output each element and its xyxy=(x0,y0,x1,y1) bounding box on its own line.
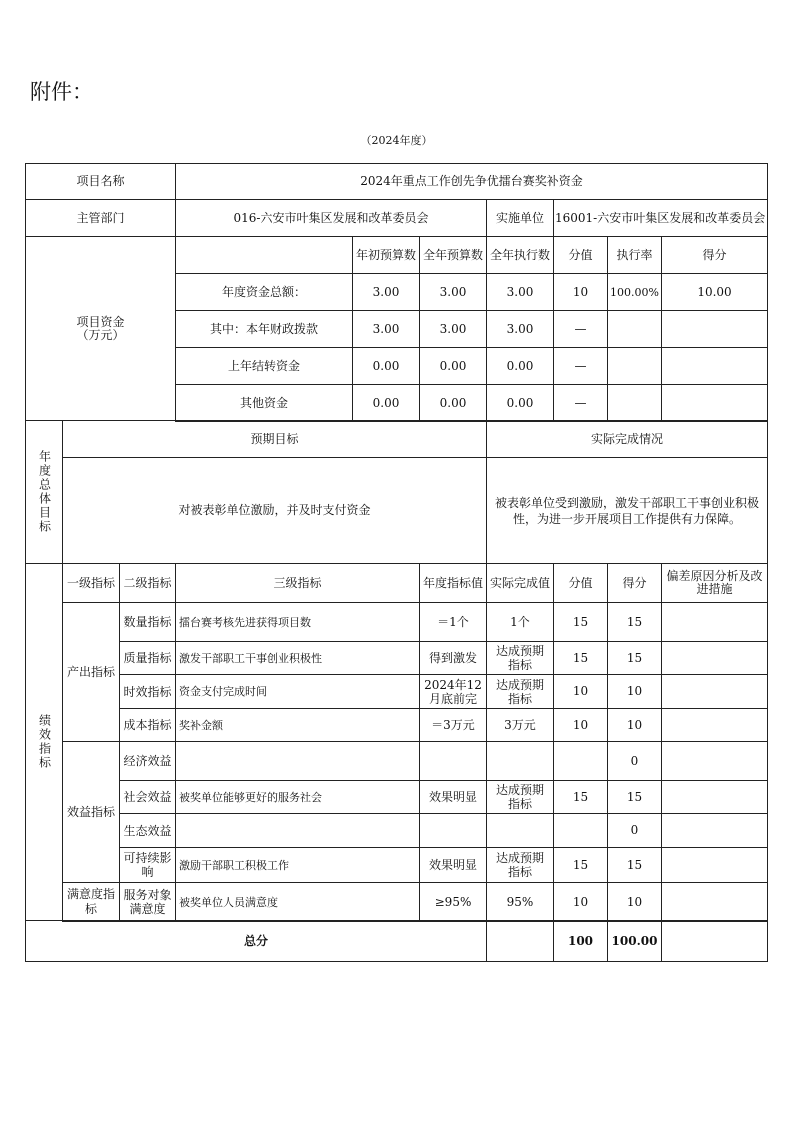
indicator-weight: 15 xyxy=(553,641,608,675)
indicator-weight: 15 xyxy=(553,780,608,814)
indicator-level2: 服务对象满意度 xyxy=(119,882,176,922)
goals-expected: 对被表彰单位激励，并及时支付资金 xyxy=(62,457,487,564)
indicator-level2: 成本指标 xyxy=(119,708,176,742)
indicator-header-note: 偏差原因分析及改进措施 xyxy=(661,563,768,603)
funds-row-label: 年度资金总额： xyxy=(175,273,353,311)
indicator-level2: 可持续影响 xyxy=(119,847,176,883)
indicator-score: 15 xyxy=(607,847,662,883)
indicator-score: 15 xyxy=(607,641,662,675)
funds-row-initial: 0.00 xyxy=(352,347,420,385)
indicator-weight xyxy=(553,813,608,848)
indicator-level2: 经济效益 xyxy=(119,741,176,781)
indicator-score: 10 xyxy=(607,708,662,742)
indicator-actual: 3万元 xyxy=(486,708,554,742)
funds-row-rate xyxy=(607,384,662,422)
indicator-score: 15 xyxy=(607,780,662,814)
indicator-header-level3: 三级指标 xyxy=(175,563,420,603)
indicator-header-target: 年度指标值 xyxy=(419,563,487,603)
indicator-note xyxy=(661,602,768,642)
funds-row-score xyxy=(661,310,768,348)
total-weight: 100 xyxy=(553,920,608,962)
indicator-weight: 10 xyxy=(553,882,608,922)
indicator-actual: 95% xyxy=(486,882,554,922)
indicator-target xyxy=(419,813,487,848)
indicator-target xyxy=(419,741,487,781)
funds-header-weight: 分值 xyxy=(553,236,608,274)
total-score: 100.00 xyxy=(607,920,662,962)
indicator-level3: 被奖单位能够更好的服务社会 xyxy=(175,780,420,814)
indicator-level1: 满意度指标 xyxy=(62,882,120,922)
indicator-note xyxy=(661,847,768,883)
indicator-score: 10 xyxy=(607,674,662,709)
total-note xyxy=(661,920,768,962)
funds-row-executed: 0.00 xyxy=(486,384,554,422)
indicator-target: 2024年12月底前完 xyxy=(419,674,487,709)
indicator-weight: 15 xyxy=(553,602,608,642)
total-label: 总分 xyxy=(25,920,487,962)
goals-label-text: 年度总体目标 xyxy=(37,450,52,534)
indicator-target: ≥95% xyxy=(419,882,487,922)
indicator-note xyxy=(661,708,768,742)
funds-row-score: 10.00 xyxy=(661,273,768,311)
indicator-level2: 数量指标 xyxy=(119,602,176,642)
goals-actual-header: 实际完成情况 xyxy=(486,420,768,458)
funds-row-initial: 0.00 xyxy=(352,384,420,422)
indicator-weight: 15 xyxy=(553,847,608,883)
indicator-actual: 达成预期指标 xyxy=(486,641,554,675)
indicator-level1: 产出指标 xyxy=(62,602,120,742)
funds-row-rate: 100.00% xyxy=(607,273,662,311)
project-name-label: 项目名称 xyxy=(25,163,176,200)
indicator-note xyxy=(661,674,768,709)
indicator-header-level1: 一级指标 xyxy=(62,563,120,603)
indicator-level3: 擂台赛考核先进获得项目数 xyxy=(175,602,420,642)
indicator-note xyxy=(661,882,768,922)
indicator-level3 xyxy=(175,741,420,781)
indicator-target: ＝1个 xyxy=(419,602,487,642)
year-label: （2024年度） xyxy=(360,134,433,147)
funds-row-weight: — xyxy=(553,384,608,422)
funds-header-blank xyxy=(175,236,353,274)
indicator-actual: 达成预期指标 xyxy=(486,674,554,709)
impl-label: 实施单位 xyxy=(486,199,554,237)
project-name-value: 2024年重点工作创先争优擂台赛奖补资金 xyxy=(175,163,768,200)
indicator-target: 效果明显 xyxy=(419,780,487,814)
indicator-level2: 生态效益 xyxy=(119,813,176,848)
indicator-level3: 激励干部职工积极工作 xyxy=(175,847,420,883)
indicator-actual xyxy=(486,741,554,781)
funds-row-initial: 3.00 xyxy=(352,310,420,348)
indicator-header-level2: 二级指标 xyxy=(119,563,176,603)
goals-actual: 被表彰单位受到激励，激发干部职工干事创业积极性，为进一步开展项目工作提供有力保障。 xyxy=(486,457,768,564)
indicator-level3 xyxy=(175,813,420,848)
funds-header-annual: 全年预算数 xyxy=(419,236,487,274)
funds-row-weight: 10 xyxy=(553,273,608,311)
indicator-score: 15 xyxy=(607,602,662,642)
indicator-actual: 达成预期指标 xyxy=(486,780,554,814)
funds-row-annual: 0.00 xyxy=(419,347,487,385)
indicator-level3: 资金支付完成时间 xyxy=(175,674,420,709)
indicator-header-actual: 实际完成值 xyxy=(486,563,554,603)
indicator-level3: 奖补金额 xyxy=(175,708,420,742)
funds-row-rate xyxy=(607,347,662,385)
goals-expected-header: 预期目标 xyxy=(62,420,487,458)
funds-row-weight: — xyxy=(553,310,608,348)
indicator-score: 0 xyxy=(607,813,662,848)
indicator-level3: 被奖单位人员满意度 xyxy=(175,882,420,922)
indicator-note xyxy=(661,741,768,781)
indicator-note xyxy=(661,813,768,848)
indicator-header-weight: 分值 xyxy=(553,563,608,603)
indicator-level3: 激发干部职工干事创业积极性 xyxy=(175,641,420,675)
funds-row-rate xyxy=(607,310,662,348)
indicator-actual: 达成预期指标 xyxy=(486,847,554,883)
indicator-target: 效果明显 xyxy=(419,847,487,883)
indicator-score: 0 xyxy=(607,741,662,781)
indicator-weight xyxy=(553,741,608,781)
indicator-level2: 质量指标 xyxy=(119,641,176,675)
funds-row-annual: 3.00 xyxy=(419,273,487,311)
funds-row-score xyxy=(661,347,768,385)
funds-row-annual: 0.00 xyxy=(419,384,487,422)
funds-header-executed: 全年执行数 xyxy=(486,236,554,274)
funds-row-annual: 3.00 xyxy=(419,310,487,348)
funds-header-rate: 执行率 xyxy=(607,236,662,274)
goals-label xyxy=(25,420,63,564)
funds-row-label: 其他资金 xyxy=(175,384,353,422)
indicators-label-text: 绩效指标 xyxy=(37,714,52,770)
funds-header-initial: 年初预算数 xyxy=(352,236,420,274)
funds-row-label: 其中：本年财政拨款 xyxy=(175,310,353,348)
funds-row-weight: — xyxy=(553,347,608,385)
indicator-score: 10 xyxy=(607,882,662,922)
funds-label: 项目资金 （万元） xyxy=(25,236,176,421)
funds-row-label: 上年结转资金 xyxy=(175,347,353,385)
funds-header-score: 得分 xyxy=(661,236,768,274)
total-blank xyxy=(486,920,554,962)
indicator-level1: 效益指标 xyxy=(62,741,120,883)
funds-row-executed: 3.00 xyxy=(486,273,554,311)
indicators-label xyxy=(25,563,63,921)
indicator-level2: 社会效益 xyxy=(119,780,176,814)
funds-row-executed: 0.00 xyxy=(486,347,554,385)
indicator-actual xyxy=(486,813,554,848)
indicator-weight: 10 xyxy=(553,674,608,709)
attachment-label: 附件： xyxy=(30,80,93,104)
indicator-actual: 1个 xyxy=(486,602,554,642)
impl-value: 16001-六安市叶集区发展和改革委员会 xyxy=(553,199,768,237)
dept-value: 016-六安市叶集区发展和改革委员会 xyxy=(175,199,487,237)
indicator-note xyxy=(661,780,768,814)
indicator-target: 得到激发 xyxy=(419,641,487,675)
indicator-header-score: 得分 xyxy=(607,563,662,603)
dept-label: 主管部门 xyxy=(25,199,176,237)
indicator-level2: 时效指标 xyxy=(119,674,176,709)
funds-row-score xyxy=(661,384,768,422)
indicator-weight: 10 xyxy=(553,708,608,742)
indicator-note xyxy=(661,641,768,675)
funds-row-executed: 3.00 xyxy=(486,310,554,348)
indicator-target: ＝3万元 xyxy=(419,708,487,742)
funds-row-initial: 3.00 xyxy=(352,273,420,311)
